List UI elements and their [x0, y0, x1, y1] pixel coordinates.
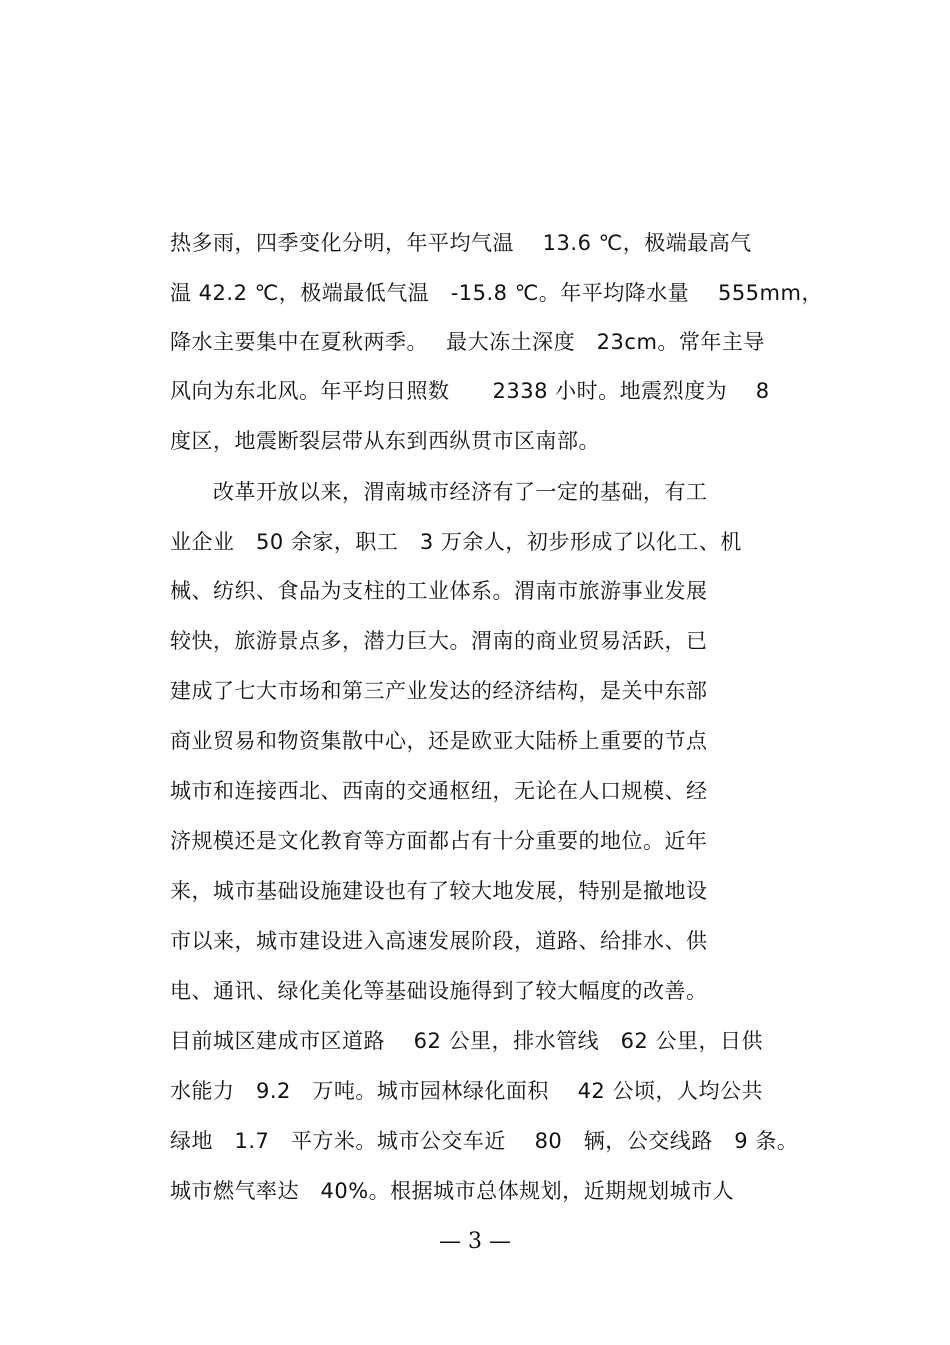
- text-line: 度区，地震断裂层带从东到西纵贯市区南部。: [170, 429, 600, 453]
- text-line: 风向为东北风。年平均日照数 2338 小时。地震烈度为 8: [170, 379, 770, 403]
- text-line: 业企业 50 余家，职工 3 万余人，初步形成了以化工、机: [170, 530, 742, 554]
- text-line: 降水主要集中在夏秋两季。 最大冻土深度 23cm。常年主导: [170, 330, 765, 354]
- text-line: 市以来，城市建设进入高速发展阶段，道路、给排水、供: [170, 929, 708, 953]
- text-line: 温 42.2 ℃，极端最低气温 -15.8 ℃。年平均降水量 555mm，: [170, 281, 823, 305]
- text-line: 械、纺织、食品为支柱的工业体系。渭南市旅游事业发展: [170, 579, 708, 603]
- text-line: 建成了七大市场和第三产业发达的经济结构，是关中东部: [170, 679, 708, 703]
- text-line: 济规模还是文化教育等方面都占有十分重要的地位。近年: [170, 829, 708, 853]
- text-line: 绿地 1.7 平方米。城市公交车近 80 辆，公交线路 9 条。: [170, 1129, 799, 1153]
- text-line: 电、通讯、绿化美化等基础设施得到了较大幅度的改善。: [170, 979, 708, 1003]
- text-line: 目前城区建成市区道路 62 公里，排水管线 62 公里，日供: [170, 1029, 763, 1053]
- text-line: 商业贸易和物资集散中心，还是欧亚大陆桥上重要的节点: [170, 729, 708, 753]
- text-line: 来，城市基础设施建设也有了较大地发展，特别是撤地设: [170, 879, 708, 903]
- text-line: 水能力 9.2 万吨。城市园林绿化面积 42 公顷，人均公共: [170, 1079, 763, 1103]
- text-line: 较快，旅游景点多，潜力巨大。渭南的商业贸易活跃，已: [170, 629, 708, 653]
- text-line: 城市燃气率达 40%。根据城市总体规划，近期规划城市人: [170, 1179, 735, 1203]
- text-line: 城市和连接西北、西南的交通枢纽，无论在人口规模、经: [170, 779, 708, 803]
- text-line: 热多雨，四季变化分明，年平均气温 13.6 ℃，极端最高气: [170, 231, 752, 255]
- text-line: 改革开放以来，渭南城市经济有了一定的基础，有工: [170, 480, 708, 504]
- page-number: — 3 —: [439, 1229, 511, 1254]
